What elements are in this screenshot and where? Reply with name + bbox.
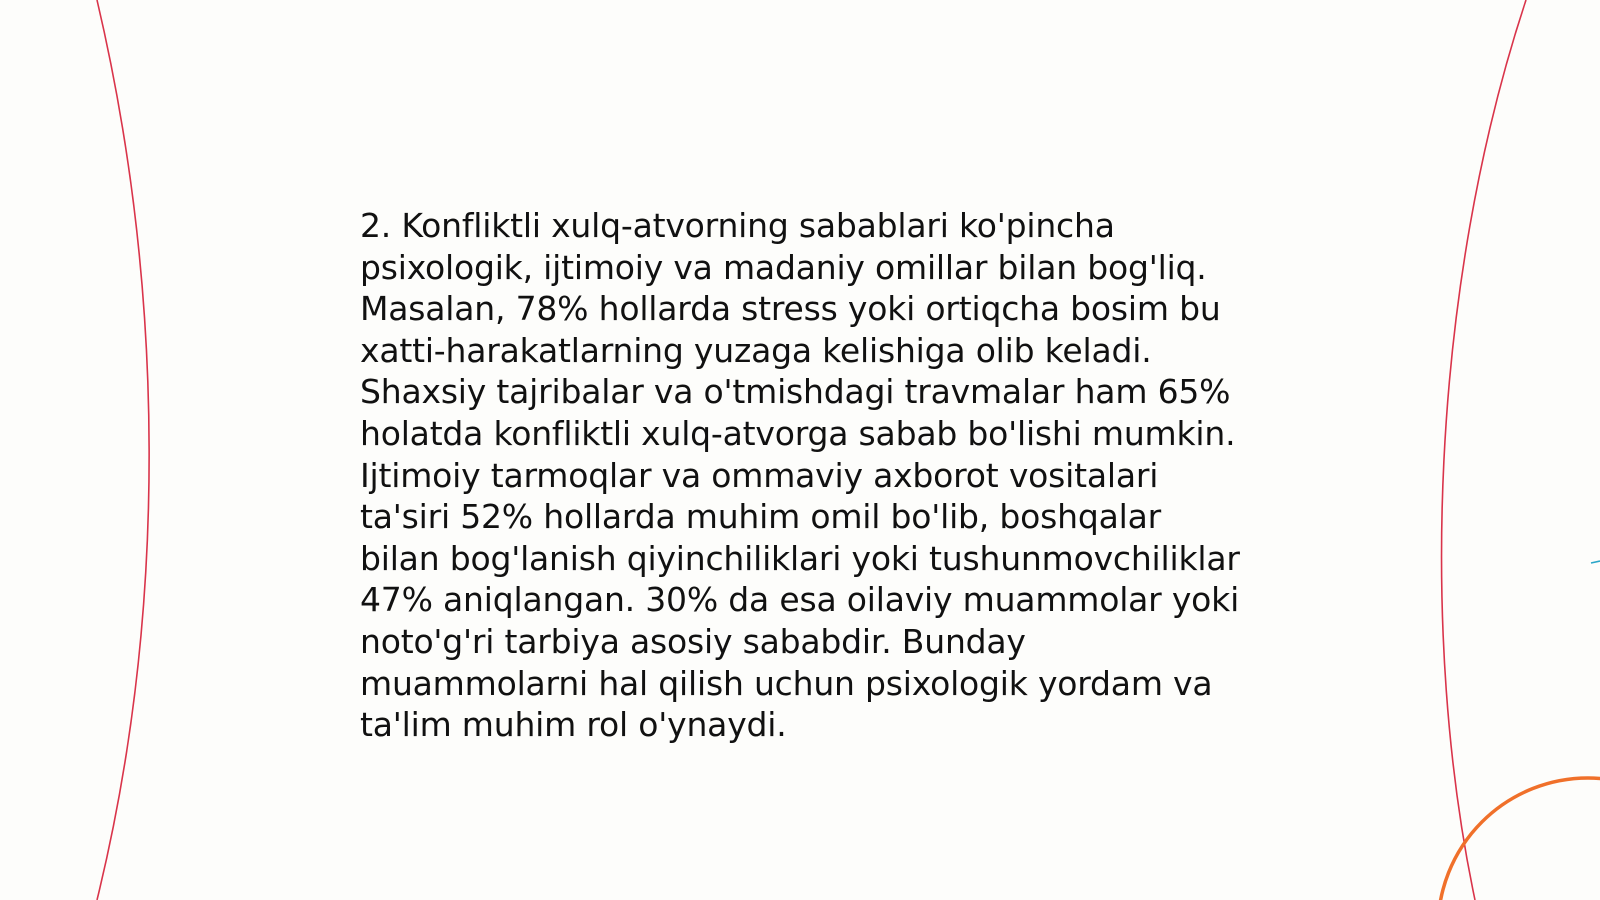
paragraph-line: ta'lim muhim rol o'ynaydi. [360, 705, 787, 745]
paragraph-line: 2. Konfliktli xulq-atvorning sabablari ko'pincha [360, 206, 1115, 245]
body-paragraph [360, 205, 1240, 746]
paragraph-line: Ijtimoiy tarmoqlar va ommaviy axborot vositalari [360, 455, 1159, 495]
right-arc-line [1442, 0, 1526, 900]
paragraph-line: muammolarni hal qilish uchun psixologik yordam va [360, 663, 1213, 703]
paragraph-line: bilan bog'lanish qiyinchiliklari yoki tushunmovchiliklar [360, 538, 1240, 578]
paragraph-line: psixologik, ijtimoiy va madaniy omillar bilan bog'liq. [360, 247, 1207, 287]
paragraph-line: noto'g'ri tarbiya asosiy sababdir. Bunday [360, 621, 1026, 661]
paragraph-line: Shaxsiy tajribalar va o'tmishdagi travmalar ham 65% [360, 372, 1231, 412]
paragraph-line: ta'siri 52% hollarda muhim omil bo'lib, boshqalar [360, 497, 1161, 537]
paragraph-line: Masalan, 78% hollarda stress yoki ortiqcha bosim bu [360, 289, 1221, 329]
teal-accent-mark [1591, 561, 1600, 563]
left-arc-line [97, 0, 149, 900]
paragraph-line: xatti-harakatlarning yuzaga kelishiga olib keladi. [360, 330, 1152, 370]
paragraph-line: 47% aniqlangan. 30% da esa oilaviy muammolar yoki [360, 580, 1240, 620]
paragraph-line: holatda konfliktli xulq-atvorga sabab bo'lishi mumkin. [360, 413, 1236, 453]
orange-circle-outline [1438, 778, 1600, 900]
